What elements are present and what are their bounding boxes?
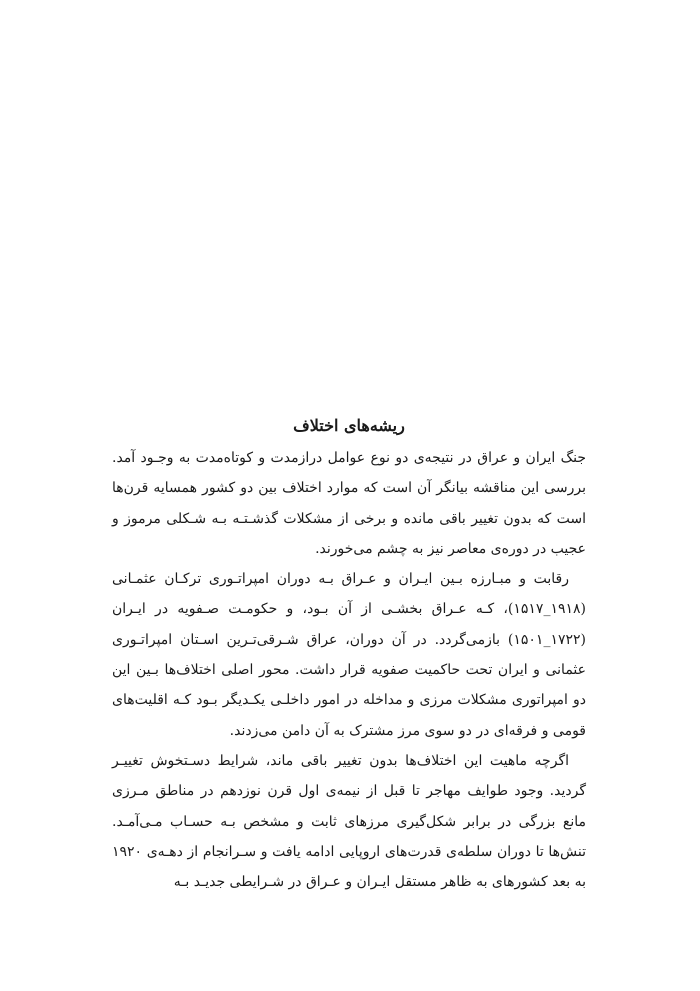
page-content: [112, 414, 586, 897]
paragraph-3: اگرچه ماهیت این اختلاف‌ها بدون تغییر باقی ماند، شرایط دسـتخوش تغییـر گردید. وجود طوایف مهاجر تا قبل از نیمه‌ی اول قرن نوزدهم در مناطق مـرزی مانع بزرگی در برابر شکل‌گیری مرزهای ثابت و مشخص بـه حسـاب مـی‌آمـد. تنش‌ها تا دوران سلطه‌ی قدرت‌های اروپایی ادامه یافت و سـرانجام از دهـه‌ی ۱۹۲۰ به بعد کشورهای به ظاهر مستقل ایـران و عـراق در شـرایطی جدیـد بـه: [112, 752, 586, 891]
paragraph-1: جنگ ایران و عراق در نتیجه‌ی دو نوع عوامل درازمدت و کوتاه‌مدت به وجـود آمد. بررسی این مناقشه بیانگر آن است که موارد اختلاف بین دو کشور همسایه قرن‌ها است که بدون تغییر باقی مانده و برخی از مشکلات گذشـتـه بـه شـکلی مرموز و عجیب در دوره‌ی معاصر نیز به چشم می‌خورند.: [112, 450, 586, 557]
section-heading: ریشه‌های اختلاف: [293, 416, 405, 435]
paragraph-2: رقابت و مبـارزه بـین ایـران و عـراق بـه دوران امپراتـوری ترکـان عثمـانی (۱۹۱۸_۱۵۱۷)، کـه عـراق بخشـی از آن بـود، و حکومـت صـفویه در ایـران (۱۷۲۲_۱۵۰۱) بازمی‌گردد. در آن دوران، عراق شـرقی‌تـرین اسـتان امپراتـوری عثمانی و ایران تحت حاکمیت صفویه قرار داشت. محور اصلی اختلاف‌ها بـین این دو امپراتوری مشکلات مرزی و مداخله در امور داخلـی یکـدیگر بـود کـه اقلیت‌های قومی و فرقه‌ای در دو سوی مرز مشترک به آن دامن می‌زدند.: [112, 571, 586, 739]
